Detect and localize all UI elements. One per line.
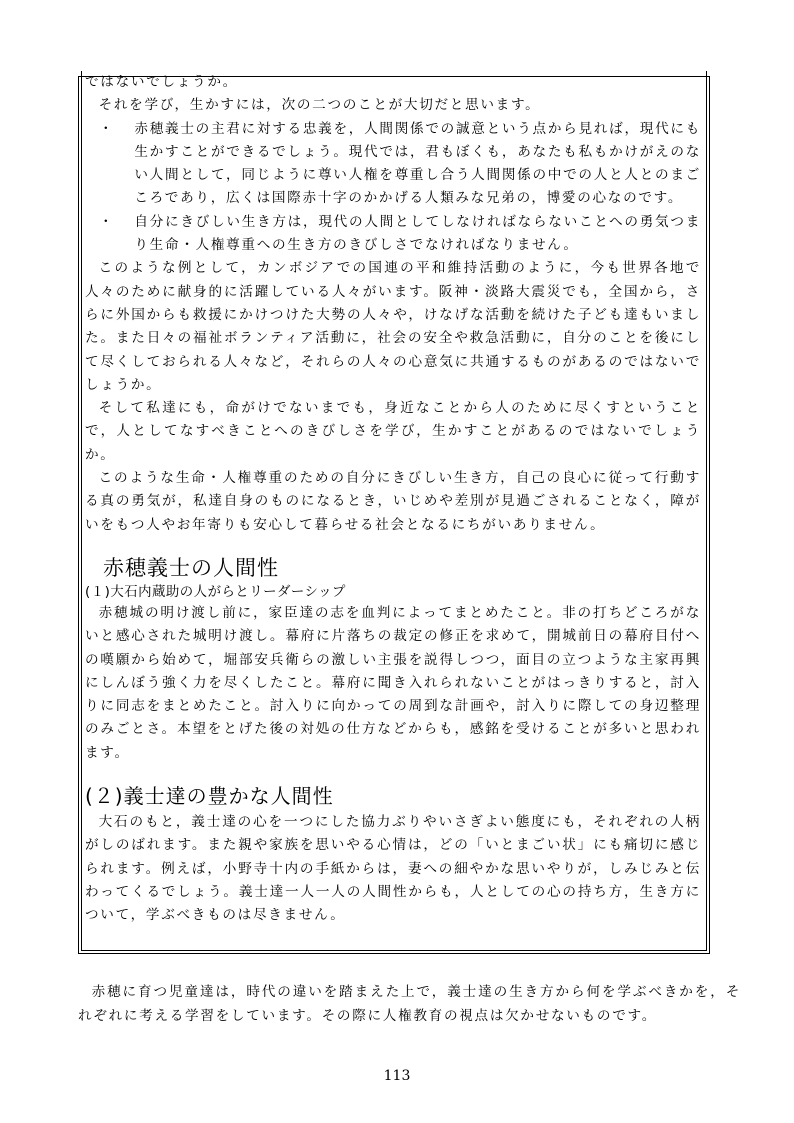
bullet-marker: ・ — [99, 213, 115, 230]
content-box-inner — [85, 74, 701, 928]
paragraph: このような生命・人権尊重のための自分にきびしい生き方，自己の良心に従って行動する真の勇気が，私達自身のものになるとき，いじめや差別が見過ごされることなく，障がいをもつ人やお年寄りも安心して暮らせる社会となるにちがいありません。 — [85, 470, 701, 533]
page-number: 113 — [383, 1068, 411, 1084]
closing-paragraph-wrap — [78, 980, 741, 1028]
content-box — [78, 76, 710, 954]
subsection-heading: (１)大石内蔵助の人がらとリーダーシップ — [85, 584, 346, 600]
bullet-item — [99, 211, 701, 258]
paragraph: 大石のもと，義士達の心を一つにした協力ぶりやいさぎよい態度にも，それぞれの人柄がしのばれます。また親や家族を思いやる心情は，どの「いとまごい状」にも痛切に感じられます。例えば，小野寺十内の手紙からは，妻への細やかな思いやりが，しみじみと伝わってくるでしょう。義士達一人一人の人間性からも，人としての心の持ち方，生き方について，学ぶべきものは尽きません。 — [85, 814, 701, 924]
paragraph: このような例として，カンボジアでの国連の平和維持活動のように，今も世界各地で人々のために献身的に活躍している人々がいます。阪神・淡路大震災でも，全国から，さらに外国からも救援にかけつけた大勢の人々や，けなげな活動を続けた子ども達もいました。また日々の福祉ボランティア活動に，社会の安全や救急活動に，自分のことを後にして尽くしておられる人々など，それらの人々の心意気に共通するものがあるのではないでしょうか。 — [85, 260, 701, 393]
paragraph: 赤穂城の明け渡し前に，家臣達の志を血判によってまとめたこと。非の打ちどころがないと感心された城明け渡し。幕府に片落ちの裁定の修正を求めて，開城前日の幕府目付への嘆願から始めて，堀部安兵衛らの激しい主張を説得しつつ，面目の立つような主家再興にしんぼう強く力を尽くしたこと。幕府に聞き入れられないことがはっきりすると，討入りに同志をまとめたこと。討入りに向かっての周到な計画や，討入りに際しての身辺整理のみごとさ。本望をとげた後の対処の仕方などからも，感銘を受けることが多いと思われます。 — [85, 604, 701, 761]
section-heading: 赤穂義士の人間性 — [103, 555, 279, 580]
bullet-text: 自分にきびしい生き方は，現代の人間としてしなければならないことへの勇気つまり生命・人権尊重への生き方のきびしさでなければなりません。 — [134, 213, 701, 254]
paragraph-continued: ではないでしょうか。 — [85, 74, 238, 90]
closing-paragraph: 赤穂に育つ児童達は，時代の違いを踏まえた上で，義士達の生き方から何を学ぶべきかを，それぞれに考える学習をしています。その際に人権教育の視点は欠かせないものです。 — [78, 984, 741, 1024]
bullet-item — [99, 118, 701, 211]
subsection-heading-large: (２)義士達の豊かな人間性 — [85, 784, 334, 809]
paragraph: そして私達にも，命がけでないまでも，身近なことから人のために尽くすということで，人としてなすべきことへのきびしさを学び，生かすことがあるのではないでしょうか。 — [85, 400, 701, 463]
bullet-marker: ・ — [99, 120, 115, 137]
bullet-text: 赤穂義士の主君に対する忠義を，人間関係での誠意という点から見れば，現代にも生かすことができるでしょう。現代では，君もぼくも，あなたも私もかけがえのない人間として，同じように尊い人権を尊重し合う人間関係の中での人と人とのまごころであり，広くは国際赤十字のかかげる人類みな兄弟の，博愛の心なのです。 — [134, 120, 701, 207]
paragraph-intro: それを学び，生かすには，次の二つのことが大切だと思います。 — [98, 97, 541, 114]
